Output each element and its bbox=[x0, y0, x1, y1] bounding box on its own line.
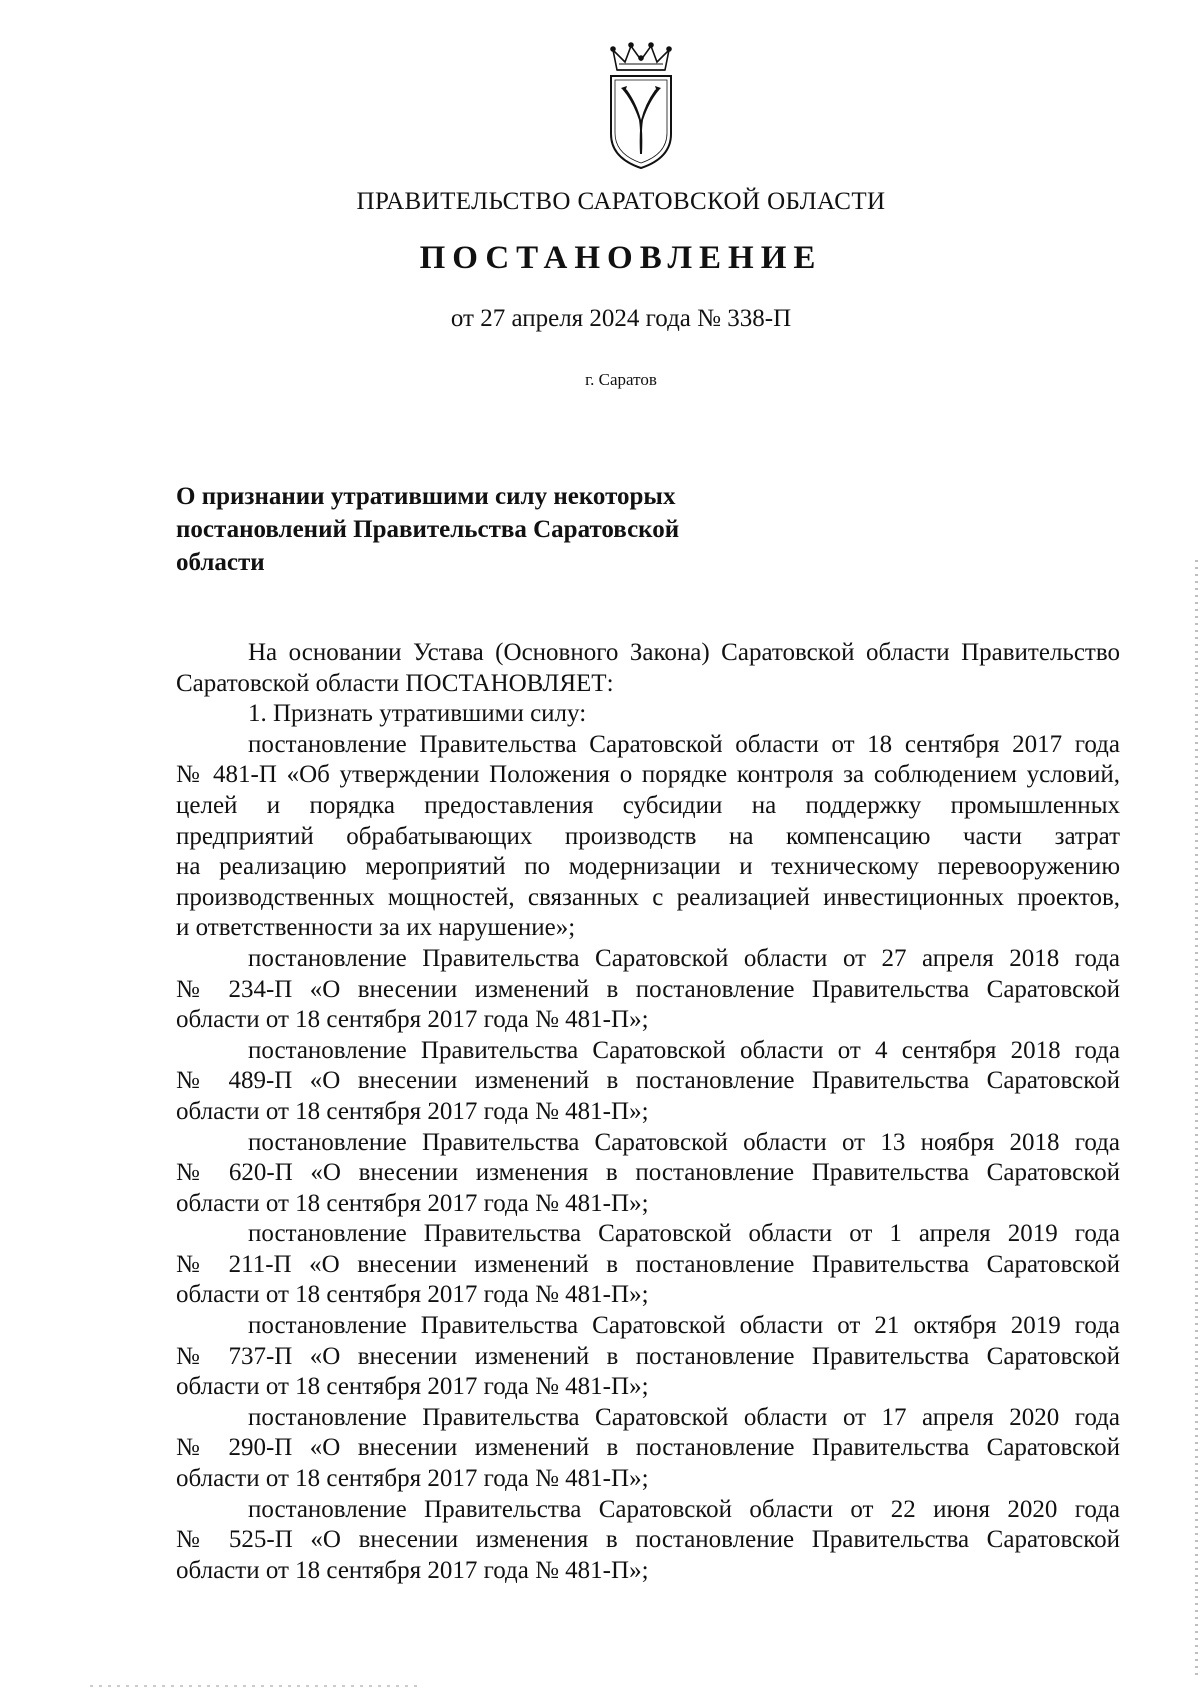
org-name: ПРАВИТЕЛЬСТВО САРАТОВСКОЙ ОБЛАСТИ bbox=[356, 188, 886, 215]
body-line: предприятий обрабатывающих производств на компенсацию части затрат bbox=[176, 822, 1120, 850]
body-line: производственных мощностей, связанных с реализацией инвестиционных проектов, bbox=[176, 883, 1120, 911]
title-line: постановлений Правительства Саратовской bbox=[176, 516, 680, 543]
body-line: № 525-П «О внесении изменения в постановление Правительства Саратовской bbox=[176, 1526, 1120, 1554]
body-line: постановление Правительства Саратовской области от 22 июня 2020 года bbox=[248, 1495, 1120, 1523]
body-line: области от 18 сентября 2017 года № 481-П»; bbox=[176, 1281, 649, 1309]
body-line: № 290-П «О внесении изменений в постановление Правительства Саратовской bbox=[176, 1434, 1120, 1462]
body-line: № 620-П «О внесении изменения в постановление Правительства Саратовской bbox=[176, 1159, 1120, 1187]
body-line: На основании Устава (Основного Закона) Саратовской области Правительство bbox=[248, 639, 1120, 666]
body-line: постановление Правительства Саратовской области от 13 ноября 2018 года bbox=[248, 1128, 1120, 1156]
body-line: и ответственности за их нарушение»; bbox=[176, 914, 576, 942]
doc-date-number: от 27 апреля 2024 года № 338-П bbox=[450, 305, 792, 332]
body-line: 1. Признать утратившими силу: bbox=[248, 700, 587, 728]
body-line: № 234-П «О внесении изменений в постановление Правительства Саратовской bbox=[176, 975, 1120, 1003]
body-line: на реализацию мероприятий по модернизации и техническому перевооружению bbox=[176, 853, 1120, 881]
body-line: постановление Правительства Саратовской области от 4 сентября 2018 года bbox=[248, 1036, 1120, 1064]
doc-type-heading: ПОСТАНОВЛЕНИЕ bbox=[419, 240, 823, 276]
body-line: области от 18 сентября 2017 года № 481-П»; bbox=[176, 1373, 649, 1401]
body-line: № 737-П «О внесении изменений в постановление Правительства Саратовской bbox=[176, 1342, 1120, 1370]
body-line: постановление Правительства Саратовской области от 21 октября 2019 года bbox=[248, 1312, 1120, 1340]
body-line: области от 18 сентября 2017 года № 481-П»; bbox=[176, 1006, 649, 1034]
title-line: области bbox=[176, 549, 265, 576]
body-line: постановление Правительства Саратовской области от 27 апреля 2018 года bbox=[248, 944, 1120, 972]
body-line: постановление Правительства Саратовской области от 1 апреля 2019 года bbox=[248, 1220, 1120, 1248]
body-line: Саратовской области ПОСТАНОВЛЯЕТ: bbox=[176, 669, 614, 697]
body-line: области от 18 сентября 2017 года № 481-П»; bbox=[176, 1556, 649, 1584]
saratov-coat-of-arms-icon bbox=[603, 42, 679, 172]
body-line: области от 18 сентября 2017 года № 481-П»; bbox=[176, 1097, 649, 1125]
body-line: постановление Правительства Саратовской области от 18 сентября 2017 года bbox=[248, 730, 1120, 758]
body-line: области от 18 сентября 2017 года № 481-П»; bbox=[176, 1189, 649, 1217]
scan-bottom-artifact bbox=[90, 1685, 420, 1687]
body-line: постановление Правительства Саратовской области от 17 апреля 2020 года bbox=[248, 1403, 1120, 1431]
scan-edge-artifact bbox=[1195, 560, 1198, 1680]
body-line: области от 18 сентября 2017 года № 481-П»; bbox=[176, 1465, 649, 1493]
body-line: № 211-П «О внесении изменений в постановление Правительства Саратовской bbox=[176, 1250, 1120, 1278]
title-line: О признании утратившими силу некоторых bbox=[176, 483, 676, 510]
body-line: № 481-П «Об утверждении Положения о порядке контроля за соблюдением условий, bbox=[176, 761, 1120, 789]
doc-city: г. Саратов bbox=[585, 370, 657, 389]
document-title bbox=[176, 480, 776, 579]
document-body bbox=[176, 638, 1120, 1586]
body-line: № 489-П «О внесении изменений в постановление Правительства Саратовской bbox=[176, 1067, 1120, 1095]
body-line: целей и порядка предоставления субсидии на поддержку промышленных bbox=[176, 791, 1120, 819]
